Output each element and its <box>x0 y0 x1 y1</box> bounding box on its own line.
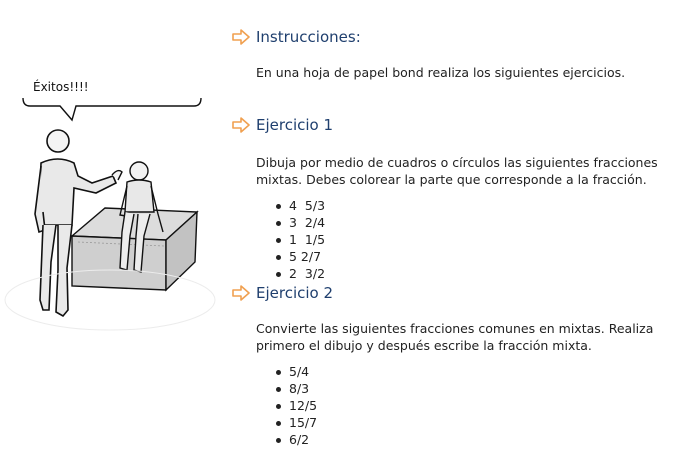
instrucciones-text: En una hoja de papel bond realiza los siguientes ejercicios. <box>256 65 626 80</box>
list-item: 15/7 <box>276 414 684 431</box>
ejercicio-1-text: Dibuja por medio de cuadros o círculos las siguientes fracciones mixtas. Debes colorear la parte que corresponde a la fracción. <box>256 155 658 187</box>
teacher-leg-left <box>40 225 56 310</box>
arrow-right-icon <box>232 29 250 45</box>
heading-instrucciones <box>232 26 684 48</box>
seated-person-head <box>130 162 148 180</box>
list-item: 4 5/3 <box>276 197 684 214</box>
heading-ejercicio-2 <box>232 282 684 304</box>
list-item: 2 3/2 <box>276 265 684 282</box>
list-item: 3 2/4 <box>276 214 684 231</box>
list-item: 6/2 <box>276 431 684 448</box>
section-instrucciones <box>232 26 684 81</box>
teacher-head <box>47 130 69 152</box>
section-ejercicio-2 <box>232 282 684 448</box>
heading-ejercicio-1 <box>232 114 684 136</box>
arrow-right-icon <box>232 285 250 301</box>
teacher-illustration <box>0 0 225 462</box>
ejercicio-1-list <box>232 197 684 282</box>
speech-text: Éxitos!!!! <box>33 80 89 94</box>
list-item: 12/5 <box>276 397 684 414</box>
list-item: 5 2/7 <box>276 248 684 265</box>
illustration <box>0 0 225 462</box>
ejercicio-2-list <box>232 363 684 448</box>
instrucciones-title: Instrucciones: <box>256 28 361 46</box>
list-item: 5/4 <box>276 363 684 380</box>
section-ejercicio-1 <box>232 114 684 282</box>
teacher-leg-right <box>56 225 72 316</box>
ejercicio-2-title: Ejercicio 2 <box>256 284 334 302</box>
ejercicio-1-title: Ejercicio 1 <box>256 116 334 134</box>
list-item: 1 1/5 <box>276 231 684 248</box>
speech-bubble <box>23 98 201 120</box>
list-item: 8/3 <box>276 380 684 397</box>
ejercicio-2-text: Convierte las siguientes fracciones comunes en mixtas. Realiza primero el dibujo y después escribe la fracción mixta. <box>256 321 654 353</box>
seated-person-body <box>125 180 154 212</box>
arrow-right-icon <box>232 117 250 133</box>
